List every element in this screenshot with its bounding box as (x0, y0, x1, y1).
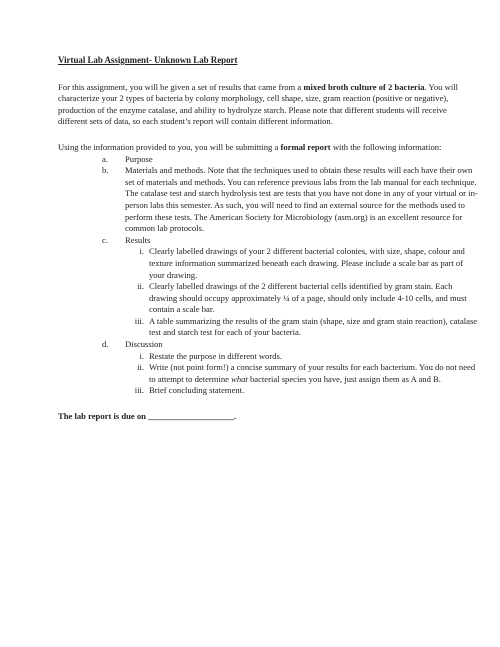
document-page (58, 55, 478, 423)
sub-item-text: A table summarizing the results of the gram stain (shape, size and gram stain reaction), catalase test and starch test for each of your bacteria. (149, 315, 478, 338)
list-marker: d. (102, 339, 109, 350)
intro-text-1: For this assignment, you will be given a set of results that came from a (58, 81, 304, 92)
lead-text-2: with the following information: (330, 141, 442, 152)
lead-text-1: Using the information provided to you, you will be submitting a (58, 141, 281, 152)
sub-item-text: Brief concluding statement. (149, 385, 245, 396)
results-subitem-2 (58, 281, 478, 316)
due-date-line: The lab report is due on ____________________. (58, 411, 237, 422)
list-item-text: Purpose (125, 153, 153, 164)
sub-item-text-a: Write (not point form!) a concise summary of your results for each bacterium. You do not need to attempt to determine (149, 362, 476, 384)
sub-item-text-b: bacterial species you have, just assign them as A and B. (247, 373, 441, 384)
lead-bold: formal report (280, 141, 331, 152)
sub-marker: i. (139, 350, 144, 361)
results-subitem-3 (58, 316, 478, 339)
sub-marker: iii. (134, 315, 144, 326)
list-item-purpose (58, 154, 478, 166)
sub-marker: ii. (137, 281, 144, 292)
discussion-subitem-2 (58, 362, 478, 385)
sub-item-emphasis: what (231, 373, 248, 384)
discussion-subitem-3 (58, 385, 478, 397)
list-marker: b. (102, 165, 109, 176)
sub-marker: i. (139, 246, 144, 257)
lead-paragraph (58, 142, 478, 154)
list-item-text: Results (125, 234, 151, 245)
list-item-text: Materials and methods. Note that the techniques used to obtain these results will each have their own set of materials and methods. You can reference previous labs from the lab manual for each technique. The catalase test and starch hydrolysis test are tests that you have not done in any of your virtual or in-person labs this semester. As such, you will need to find an external source for the methods used to perform these tests. The American Society for Microbiology (asm.org) is an excellent resource for common lab protocols. (125, 165, 478, 234)
list-item-text: Discussion (125, 339, 163, 350)
sub-marker: ii. (137, 362, 144, 373)
list-item-materials (58, 165, 478, 235)
list-item-discussion (58, 339, 478, 351)
intro-bold: mixed broth culture of 2 bacteria (303, 81, 425, 92)
sub-item-text: Clearly labelled drawings of your 2 different bacterial colonies, with size, shape, colour and texture information summarized beneath each drawing. Please include a scale bar as part of your drawing. (149, 246, 465, 280)
list-marker: a. (102, 153, 108, 164)
discussion-subitem-1 (58, 351, 478, 363)
list-marker: c. (102, 234, 108, 245)
sub-marker: iii. (134, 385, 144, 396)
results-subitem-1 (58, 246, 478, 281)
requirements-list (58, 154, 478, 397)
intro-text-2: . You will characterize your 2 types of bacteria by colony morphology, cell shape, size, gram reaction (positive or negative), production of the enzyme catalase, and ability to hydrolyze starch. Please note that different students will receive different sets of data, so each student’s report will contain different information. (58, 81, 458, 127)
intro-paragraph (58, 82, 478, 128)
list-item-results (58, 235, 478, 247)
sub-item-text (149, 362, 475, 384)
page-title: Virtual Lab Assignment- Unknown Lab Report (58, 55, 238, 65)
sub-item-text: Clearly labelled drawings of the 2 different bacterial cells identified by gram stain. Each drawing should occupy approximately ¼ of a page, should only include 4-10 cells, and must contain a scale bar. (149, 281, 467, 315)
sub-item-text: Restate the purpose in different words. (149, 350, 283, 361)
